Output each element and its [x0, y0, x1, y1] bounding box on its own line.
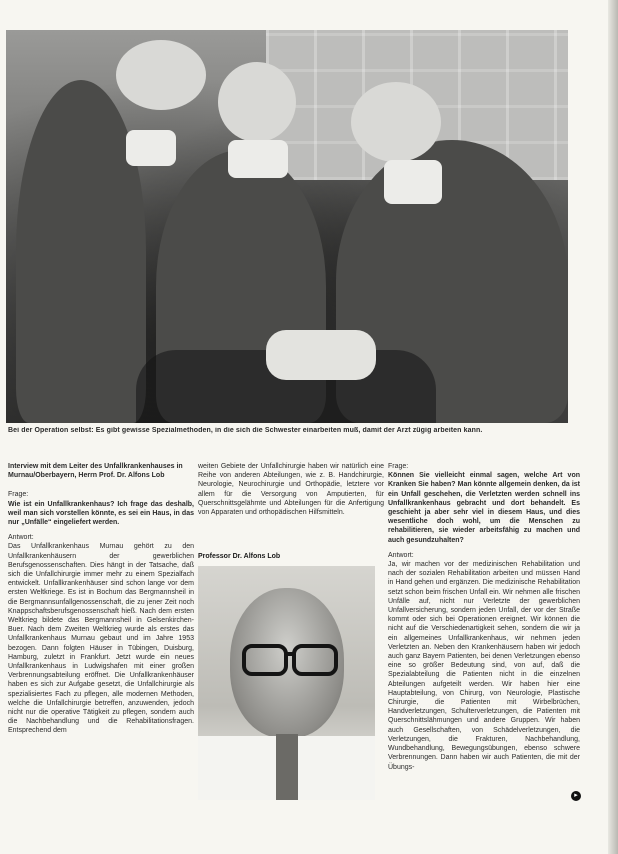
surgeon-left: [16, 80, 146, 423]
portrait-label: Professor Dr. Alfons Lob: [198, 553, 281, 560]
question-2-text: Können Sie vielleicht einmal sagen, welche Art von Kranken Sie haben? Man könnte allgemein denken, da ist ein Unfall geschehen, die Verletzten werden schnell ins Unfallkrankenhaus gebracht und dort behandelt. Es geschieht ja aber sehr viel in diesem Haus, und dies wesentliche doch wohl, um die Menschen zu rehabilitieren, sie wieder arbeitsfähig zu machen und auch gesundzuhalten?: [388, 472, 580, 544]
question-1-label: Frage:: [8, 491, 29, 499]
column-2-text: weiten Gebiete der Unfallchirurgie haben wir natürlich eine Reihe von anderen Abteilungen, wie z. B. Handchirurgie, Neurologie, Neurochirurgie und Orthopädie, letztere vor allem für die Versorgung von Amputierten, für Querschnittsgelähmte und Abteilungen für die Anfertigung von Apparaten und orthopädischen Hilfsmitteln.: [198, 463, 384, 517]
interview-title: Interview mit dem Leiter des Unfallkrankenhauses in Murnau/Oberbayern, Herrn Prof. Dr. Alfons Lob: [8, 463, 183, 480]
photo-caption: Bei der Operation selbst: Es gibt gewisse Spezialmethoden, in die sich die Schwester einarbeiten muß, damit der Arzt zügig arbeiten kann.: [8, 427, 483, 434]
text-column-2: [198, 462, 384, 523]
glasses-left-lens: [242, 644, 288, 676]
gloved-hands: [266, 330, 376, 380]
continue-arrow-icon: ▸: [571, 791, 581, 801]
question-1-text: Wie ist ein Unfallkrankenhaus? Ich frage das deshalb, weil man sich vorstellen könnte, es sei ein Haus, in das nur „Unfälle“ eingeliefert werden.: [8, 500, 194, 527]
surgical-mask-left: [126, 130, 176, 166]
surgery-photo: [6, 30, 568, 423]
text-column-1: [8, 462, 194, 742]
answer-2-label: Antwort:: [388, 551, 414, 559]
text-column-3: [388, 462, 580, 778]
portrait-photo: [198, 566, 375, 800]
surgical-cap-right: [351, 82, 441, 162]
page-edge: [608, 0, 618, 854]
surgical-mask-center: [228, 140, 288, 178]
surgical-cap-left: [116, 40, 206, 110]
answer-1-text: Das Unfallkrankenhaus Murnau gehört zu den Unfallkrankenhäusern der gewerblichen Berufsgenossenschaften. Dies hängt in der Tatsache, daß sich die Unfallchirurgie immer mehr zu einem Spezialfach entwickelt. Unfallkrankenhäuser sind schon lange vor dem ersten Weltkriege. Es ist in Bochum das Bergmannsheil in die Bergmannsunfallgenossenschaft, die zu jener Zeit noch Knappschaftsberufsgenossenschaft hieß. Nach dem ersten Weltkrieg bildete das Bergmannsheil in Gelsenkirchen-Buer. Nach dem Zweiten Weltkrieg wurde als erstes das Unfallkrankenhaus Murnau gebaut und im Jahre 1953 bezogen. Dann folgten Häuser in Tübingen, Duisburg, Hamburg, zuletzt in Frankfurt. Jetzt wurde ein neues Unfallkrankenhaus in Ludwigshafen mit einer großen Verbrennungsabteilung eröffnet. Die Unfallkrankenhäuser haben es sich zur Aufgabe gesetzt, die Unfallchirurgie als spezialisiertes Fach zu pflegen, alle modernen Methoden, welche die Unfallchirurgie betreffen, anzuwenden, jedoch nicht nur die operative Tätigkeit zu pflegen, sondern auch die Nachbehandlung und die Rehabilitationsfragen. Entsprechend dem: [8, 543, 194, 735]
surgical-mask-right: [384, 160, 442, 204]
question-2-label: Frage:: [388, 463, 409, 470]
glasses-right-lens: [292, 644, 338, 676]
answer-1-label: Antwort:: [8, 534, 34, 542]
portrait-tie: [276, 734, 298, 800]
answer-2-text: Ja, wir machen vor der medizinischen Rehabilitation und nach der sozialen Rehabilitation arbeiten und müssen Hand in Hand gehen und ergänzen. Die medizinische Rehabilitation setzt schon beim frischen Unfall ein. Wir nehmen alle frischen Unfälle auf, nicht nur Verletzte der gewerblichen Unfallversicherung, sondern jeden Unfall, der vor der Straße kommt oder sich bei Operationen ereignet. Wir können die nicht auf die Verschiedenartigkeit sehen, sondern die wir ja ein allgemeines Unfallkrankenhaus, wir nehmen jeden Verletzten an. Neben den Krankenhäusern haben wir jedoch auch ganz Bayern Patienten, bei denen Verletzungen ebenso eine so größer Bedeutung sind, von auf, daß die Spezialabteilung die Patienten nicht in die einzelnen Abteilungen aufgeteilt werden. Wir haben hier eine Hauptabteilung, von Chirurg, von Neurologie, Plastische Chirurgie, die Patienten mit Wirbelbrüchen, Handverletzungen, Schulterverletzungen, die Patienten mit Querschnittslähmungen und andere Gruppen. Wir haben auch Gesellschaften, von Schädelverletzungen, die Verletzungen, die Frakturen, Nachbehandlung, Wundbehandlung, Bewegungsübungen, ebenso schwere Verbrennungen. Dann haben wir auch Patienten, die mit der Übungs-: [388, 561, 580, 771]
surgical-cap-center: [218, 62, 296, 142]
